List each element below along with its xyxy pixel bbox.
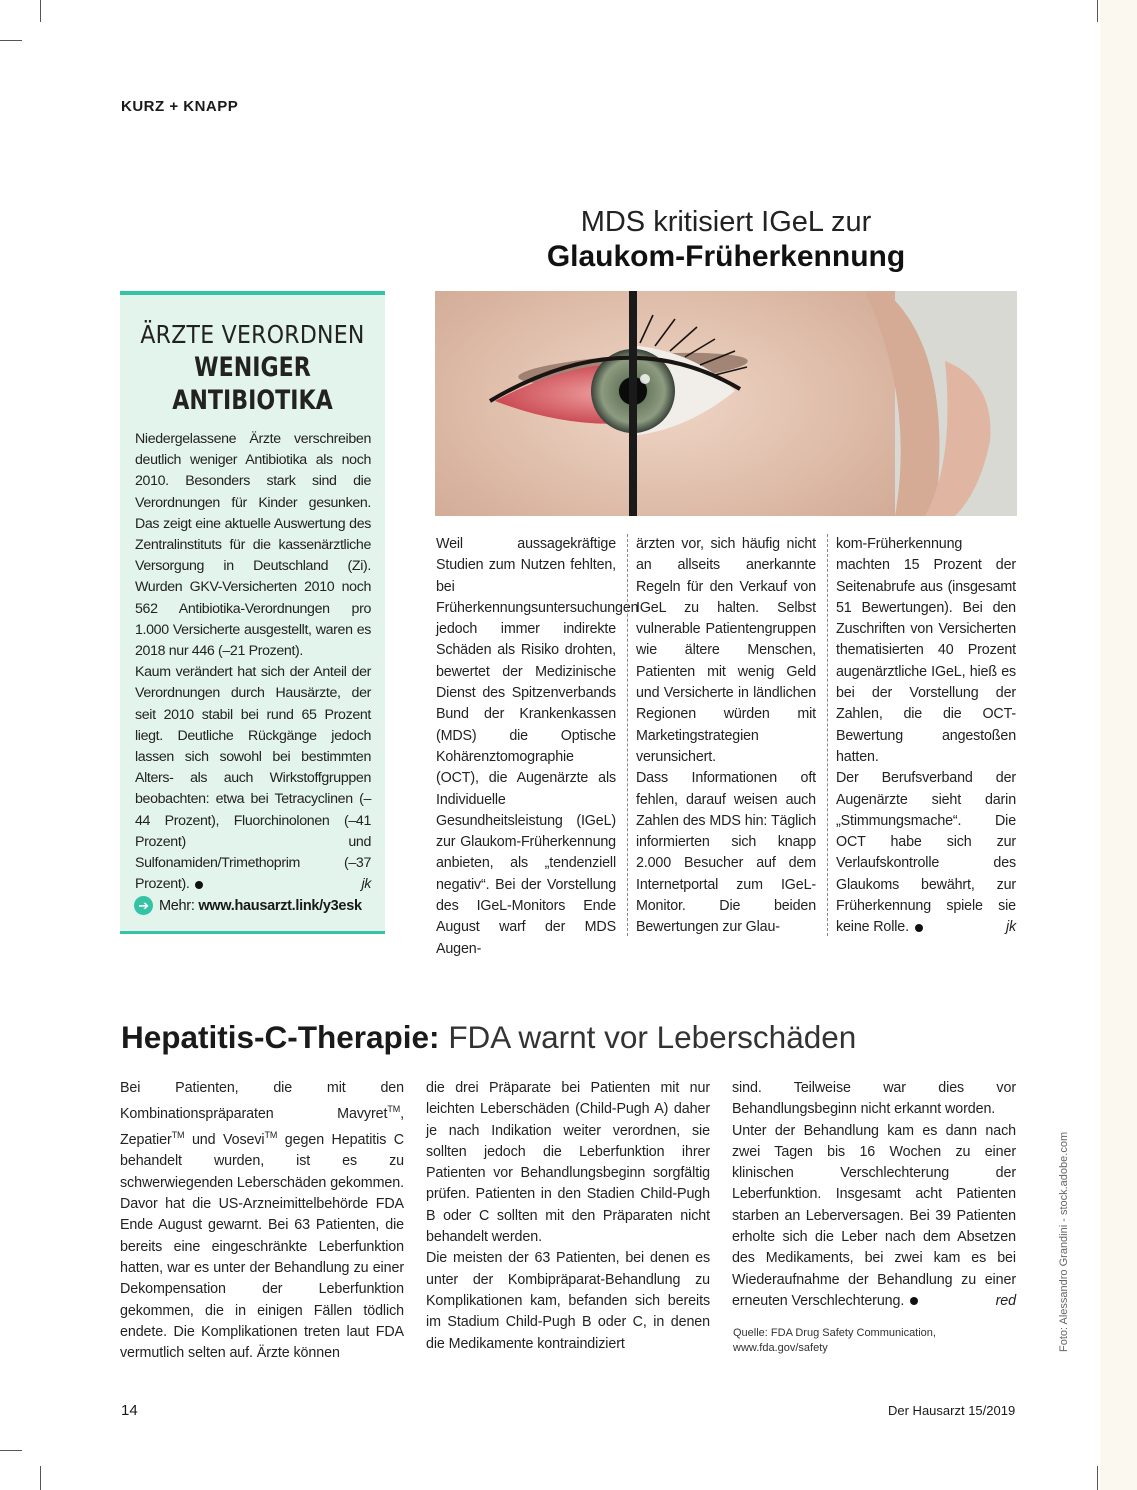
sidebar-title [120,319,385,417]
article2-paragraph [732,1121,1016,1313]
sidebar-paragraph: Niedergelassene Ärzte verschreiben deutlich weniger Antibiotika als noch 2010. Besonders stark sind die Verordnungen für Kinder gesunken. Das zeigt eine aktuelle Auswertung des Zentralinstituts für die kassenärztliche Versorgung in Deutschland (Zi). Wurden GKV-Versicherten 2010 noch 562 Antibiotika-Verordnungen pro 1.000 Versicherte ausgestellt, waren es 2018 nur 446 (–21 Prozent). [135,431,371,660]
more-label: Mehr: [159,897,195,914]
article2-author: red [995,1292,1016,1309]
article2-column2 [426,1078,710,1355]
article1-column1: Weil aussagekräftige Studien zum Nutzen fehlten, bei Früherkennungsuntersuchungen jedoch immer indirekte Schäden als Risiko drohten, bewertet der Medizinische Dienst des Spitzenverbands Bund der Krankenkassen (MDS) die Optische Kohärenztomographie (OCT), die Augenärzte als Individuelle Gesundheitsleistung (IGeL) zur Glaukom-Früherkennung anbieten, als „tendenziell negativ“. Bei der Vorstellung des IGeL-Monitors Ende August warf der MDS Augen- [436,536,639,957]
article1-paragraph-text: Der Berufsverband der Augenärzte sieht darin „Stimmungsmache“. Die OCT habe sich zur Verlaufskontrolle des Glaukoms bewährt, zur Früherkennung spiele sie keine Rolle. [836,770,1016,936]
sidebar-paragraph-text: Kaum verändert hat sich der Anteil der Verordnungen durch Hausärzte, der seit 2010 stabil bei rund 65 Prozent liegt. Deutliche Rückgänge jedoch lassen sich sowohl bei bestimmten Alters- als auch Wirkstoffgruppen beobachten: etwa bei Tetracyclinen (–44 Prozent), Fluorchinolonen (–41 Prozent) und Sulfonamiden/Trimethoprim (–37 Prozent). [135,664,371,893]
source-line1: Quelle: FDA Drug Safety Communication, [733,1327,936,1339]
source-note [733,1326,936,1356]
article1-headline [436,205,1016,275]
article2-paragraph: sind. Teilweise war dies vor Behandlungsbeginn nicht erkannt worden. [732,1080,1016,1118]
article2-headline [121,1019,856,1056]
crop-mark [1097,0,1098,22]
crop-mark [0,1450,22,1451]
arrow-right-icon: ➔ [134,896,153,915]
article2-column3 [732,1078,1016,1312]
eye-photo [435,291,1017,516]
end-bullet-icon [915,924,923,932]
trademark-sup: TM [387,1104,401,1115]
crop-mark [40,1466,41,1490]
article1-title-line1: MDS kritisiert IGeL zur [580,206,872,238]
crop-mark [1097,1466,1098,1490]
sidebar-author: jk [361,876,371,893]
article1-paragraph: ärzten vor, sich häufig nicht an allseits anerkannte Regeln für den Verkauf von IGeL zu halten. Selbst vulnerable Patientengruppen wie ältere Menschen, Patienten mit wenig Geld und Versicherte in ländlichen Regionen würden mit Marketingstrategien verunsichert. [636,536,816,765]
crop-mark [40,0,41,22]
article1-column2 [636,534,816,939]
article1-column3 [836,534,1016,939]
article2-column1 [120,1078,404,1364]
article2-paragraph: die drei Präparate bei Patienten mit nur leichten Leberschäden (Child-Pugh A) daher je nach Indikation weiter verordnen, sie sollten jedoch die Leberfunktion ihrer Patienten vor Behandlungsbeginn sorgfältig prüfen. Patienten in den Stadien Child-Pugh B oder C sollten mit den Präparaten nicht behandelt werden. [426,1080,710,1246]
page-edge-strip [1100,0,1137,1490]
column-divider [827,534,828,936]
article2-text: , Zepatier [120,1106,404,1149]
magazine-issue: Der Hausarzt 15/2019 [888,1403,1016,1418]
photo-credit: Foto: Alessandro Grandini - stock.adobe.com [1058,1131,1070,1352]
eye-illustration [435,291,1017,516]
more-link[interactable]: www.hausarzt.link/y3esk [198,897,362,914]
crop-mark [0,40,22,41]
article1-paragraph [836,768,1016,938]
trademark-sup: TM [264,1130,278,1141]
section-label: KURZ + KNAPP [121,98,239,115]
sidebar-paragraph [135,662,371,895]
source-line2: www.fda.gov/safety [733,1342,828,1354]
more-link-row[interactable] [134,896,362,915]
article2-title-bold: Hepatitis-C-Therapie: [121,1019,440,1055]
article1-paragraph: Dass Informationen oft fehlen, darauf weisen auch Zahlen des MDS hin: Täglich informierten sich knapp 2.000 Besucher auf dem Internetportal zum IGeL-Monitor. Die beiden Bewertungen zur Glau- [636,770,816,936]
trademark-sup: TM [171,1130,185,1141]
article2-text: und Vosevi [184,1132,265,1149]
article2-text: gegen Hepatitis C behandelt wurden, ist es zu schwerwiegenden Leberschäden gekommen. Davor hat die US-Arzneimittelbehörde FDA Ende August gewarnt. Bei 63 Patienten, die bereits eine eingeschränkte Leberfunktion hatten, war es unter der Behandlung zu einer Dekompensation der Leberfunktion gekommen, die in einigen Fällen tödlich endete. Die Komplikationen treten laut FDA vermutlich selten auf. Ärzte können [120,1132,404,1362]
sidebar-title-line2: WENIGER [194,352,311,383]
sidebar-body [135,429,371,895]
end-bullet-icon [910,1297,918,1305]
article2-paragraph: Die meisten der 63 Patienten, bei denen es unter der Kombipräparat-Behandlung zu Komplikationen kam, befanden sich bereits im Stadium Child-Pugh B oder C, in denen die Medikamente kontraindiziert [426,1250,710,1352]
article1-paragraph: kom-Früherkennung machten 15 Prozent der Seitenabrufe aus (insgesamt 51 Bewertungen). Bei den Zuschriften von Versicherten thematisierten 40 Prozent augenärztliche IGeL, hieß es bei der Vorstellung der Zahlen, die die OCT-Bewertung angestoßen hatten. [836,536,1016,765]
page-number: 14 [121,1402,138,1419]
article1-title-line2: Glaukom-Früherkennung [546,240,906,273]
sidebar-title-line3: ANTIBIOTIKA [172,385,333,416]
sidebar-box [120,291,385,934]
end-bullet-icon [195,881,203,889]
article2-title-rest: FDA warnt vor Leberschäden [448,1019,857,1055]
sidebar-title-line1: ÄRZTE VERORDNEN [140,320,365,349]
column-divider [627,534,628,936]
article2-text: Bei Patienten, die mit den Kombinationspräparaten Mavyret [120,1080,404,1123]
article1-author: jk [1005,919,1016,936]
article2-paragraph-text: Unter der Behandlung kam es dann nach zwei Tagen bis 16 Wochen zu einer klinischen Verschlechterung der Leberfunktion. Insgesamt acht Patienten starben an Leberversagen. Bei 39 Patienten erholte sich die Leber nach dem Absetzen des Medikaments, bei zwei kam es bei Wiederaufnahme der Behandlung zu einer erneuten Verschlechterung. [732,1122,1016,1309]
